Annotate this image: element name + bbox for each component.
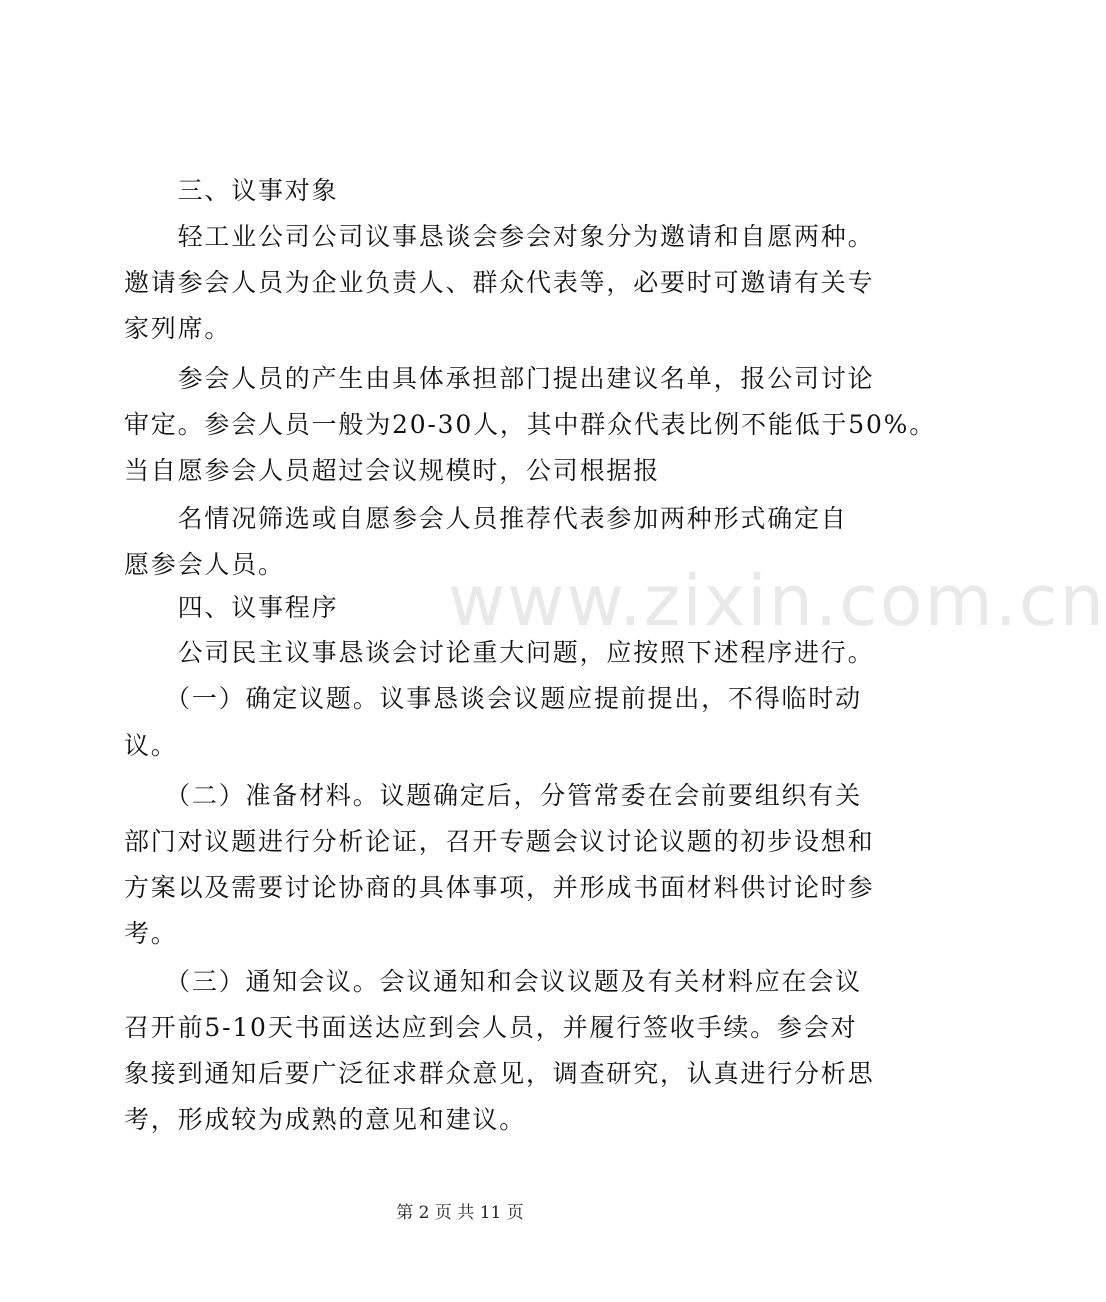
paragraph-line: 议。 (124, 731, 178, 760)
paragraph-line: 轻工业公司公司议事恳谈会参会对象分为邀请和自愿两种。 (124, 222, 875, 251)
paragraph-line: 邀请参会人员为企业负责人、群众代表等，必要时可邀请有关专 (124, 268, 875, 297)
paragraph-line: 考。 (124, 919, 178, 948)
page-number-footer: 第 2 页 共 11 页 (396, 1203, 524, 1223)
section-heading-4: 四、议事程序 (124, 593, 339, 622)
paragraph-line: 愿参会人员。 (124, 550, 285, 579)
watermark: www.zixin.com.cn (448, 560, 1106, 642)
paragraph-line: 公司民主议事恳谈会讨论重大问题，应按照下述程序进行。 (124, 638, 875, 667)
paragraph-line: （二）准备材料。议题确定后，分管常委在会前要组织有关 (124, 781, 862, 810)
section-heading-3: 三、议事对象 (124, 176, 339, 205)
paragraph-line: 象接到通知后要广泛征求群众意见，调查研究，认真进行分析思 (124, 1059, 875, 1088)
paragraph-line: 部门对议题进行分析论证，召开专题会议讨论议题的初步设想和 (124, 827, 875, 856)
paragraph-line: 审定。参会人员一般为20-30人，其中群众代表比例不能低于50%。 (124, 410, 937, 439)
paragraph-line: 当自愿参会人员超过会议规模时，公司根据报 (124, 456, 661, 485)
paragraph-line: 参会人员的产生由具体承担部门提出建议名单，报公司讨论 (124, 364, 875, 393)
paragraph-line: 家列席。 (124, 314, 232, 343)
paragraph-line: （三）通知会议。会议通知和会议议题及有关材料应在会议 (124, 967, 862, 996)
paragraph-line: 考，形成较为成熟的意见和建议。 (124, 1105, 527, 1134)
paragraph-line: 名情况筛选或自愿参会人员推荐代表参加两种形式确定自 (124, 504, 848, 533)
paragraph-line: 方案以及需要讨论协商的具体事项，并形成书面材料供讨论时参 (124, 873, 875, 902)
paragraph-line: 召开前5-10天书面送达应到会人员，并履行签收手续。参会对 (124, 1013, 858, 1042)
paragraph-line: （一）确定议题。议事恳谈会议题应提前提出，不得临时动 (124, 684, 862, 713)
